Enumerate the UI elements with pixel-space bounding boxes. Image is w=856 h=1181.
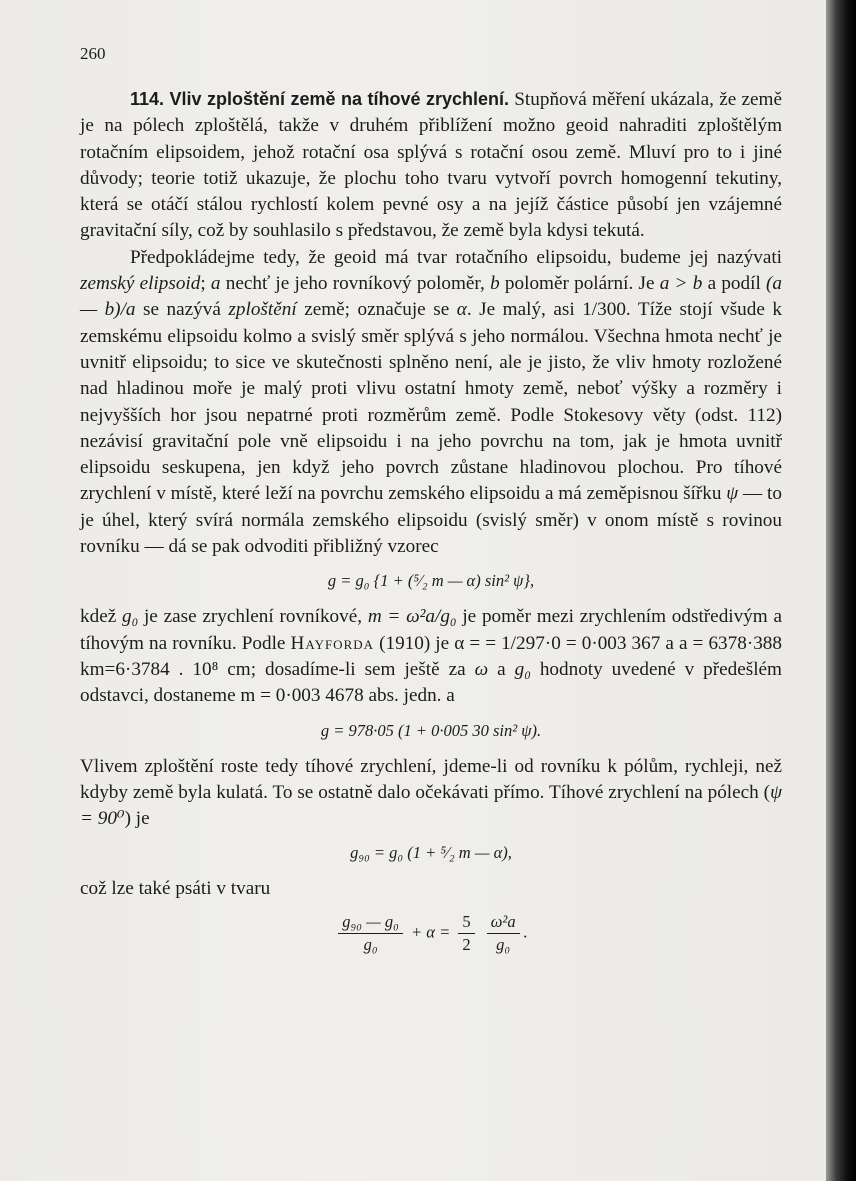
fraction-numerator: g₉₀ — g₀: [338, 911, 403, 934]
paragraph-4: [80, 754, 782, 833]
var-alpha: α: [456, 299, 467, 321]
text-run: a podíl: [702, 273, 767, 295]
formula-operator: + α =: [411, 922, 451, 941]
text-run: ; dosadíme-li sem ještě za: [250, 658, 475, 680]
fraction-left: [338, 911, 403, 956]
text-run: hodnoty uvedené v předešlém odstavci, dostaneme: [80, 658, 782, 707]
var-psi: ψ: [726, 483, 739, 505]
text-run: . Je malý, asi 1/300. Tíže stojí všude k zemskému elipsoidu kolmo a svislý směr splývá s jeho normálou. Všechna hmota nechť je uvnitř elipsoidu; to sice ve skutečnosti splněno není, ale je jisto, že vliv hmoty rozložené nad hladinou moře je malý proti vlivu ostatní hmoty země, neboť výšky a rozměry i nejvyšších hor jsou nepatrné proti rozměrům země. Podle Stokesovy věty (odst. 112) nezávisí gravitační pole vně elipsoidu i na jeho povrchu na tom, jak je hmota uvnitř elipsoidu seskupena, jen když jeho povrch zůstane hladinovou plochou. Pro tíhové zrychlení v místě, které leží na povrchu zemského elipsoidu a má zeměpisnou šířku: [80, 299, 782, 505]
paragraph-2: [80, 245, 782, 561]
paragraph-1: [80, 86, 782, 245]
pole-condition: ψ = 90⁰: [80, 781, 782, 830]
a-value: a = 6378·388 km=6·3784 . 10⁸ cm: [80, 632, 782, 680]
text-run: — to je úhel, který svírá normála zemského elipsoidu (svislý směr) v onom místě s rovinou rovníku — dá se pak odvoditi přibližný vzorec: [80, 483, 782, 558]
body-text: [80, 86, 782, 966]
fraction-denominator: 2: [462, 934, 471, 954]
fraction-right: [487, 911, 520, 956]
fraction-denominator: g₀: [363, 934, 378, 954]
var-a: a: [210, 273, 221, 295]
text-run: kdež: [80, 606, 122, 628]
formula-gravity: g = g₀ {1 + (⁵⁄₂ m — α) sin² ψ},: [327, 571, 535, 591]
book-spine-shadow: [826, 0, 856, 1181]
text-run: (1910) je: [374, 632, 455, 654]
expr-m: m = ω²a/g₀: [367, 606, 457, 628]
text-run: a: [660, 632, 679, 654]
formula-pole: g₉₀ = g₀ (1 + ⁵⁄₂ m — α),: [350, 843, 512, 863]
text-run: je zase zrychlení rovníkové,: [138, 606, 368, 628]
paragraph-5: což lze také psáti v tvaru: [80, 878, 271, 900]
paragraph-1-text: Stupňová měření ukázala, že země je na pólech zploštělá, takže v druhém přiblížení možno geoid nahraditi zploštělým rotačním elipsoidem, jehož rotační osa splývá s rotační osou země. Mluví pro to i jiné důvody; teorie totiž ukazuje, že plochu toho tvaru vytvoří povrch homogenní tekutiny, která se otáčí stálou rychlostí kolem pevné osy a na jejíž částice působí jen vzájemné gravitační síly, což by souhlasilo s představou, že země byla kdysi tekutá.: [80, 89, 782, 242]
text-run: Vlivem zploštění roste tedy tíhové zrychlení, jdeme-li od rovníku k pólům, rychleji, než kdyby země byla kulatá. To se ostatně dalo očekávati přímo. Tíhové zrychlení na pólech (: [80, 755, 782, 803]
fraction-const: [458, 911, 474, 956]
formula-period: .: [523, 922, 528, 941]
text-run: se nazývá: [135, 299, 229, 321]
text-run: poloměr polární. Je: [499, 273, 660, 295]
var-omega: ω: [474, 658, 489, 680]
var-g0: g₀: [514, 658, 531, 680]
text-run: a: [488, 658, 515, 680]
ratio: (a — b)/a: [80, 273, 782, 321]
author-hayford: Hayforda: [290, 632, 375, 654]
paragraph-3: [80, 604, 782, 709]
term-zemsky-elipsoid: zemský elipsoid: [80, 273, 201, 295]
m-value: m = 0·003 4678 abs. jedn.: [240, 685, 442, 707]
text-run: nechť je jeho rovníkový poloměr,: [220, 273, 491, 295]
section-heading: 114. Vliv zploštění země na tíhové zrychlení.: [130, 89, 509, 109]
formula-fraction: [80, 911, 782, 956]
fraction-numerator: 5: [458, 911, 474, 934]
text-run: země; označuje se: [296, 299, 457, 321]
text-run: ) je: [124, 808, 150, 830]
text-run: Předpokládejme tedy, že geoid má tvar rotačního elipsoidu, budeme jej nazývati: [130, 246, 782, 268]
inequality: a > b: [659, 273, 703, 295]
alpha-value: α = = 1/297·0 = 0·003 367: [454, 632, 661, 654]
var-b: b: [490, 273, 500, 295]
term-zplosteni: zploštění: [228, 299, 297, 321]
text-run: a: [441, 685, 455, 707]
fraction-denominator: g₀: [496, 934, 511, 954]
fraction-numerator: ω²a: [487, 911, 520, 934]
var-g0: g₀: [121, 606, 139, 628]
formula-numeric: g = 978·05 (1 + 0·005 30 sin² ψ).: [320, 720, 542, 740]
text-run: je poměr mezi zrychlením odstředivým a tíhovým na rovníku. Podle: [80, 606, 782, 654]
text-run: ;: [200, 273, 211, 295]
page-number: 260: [80, 44, 106, 63]
